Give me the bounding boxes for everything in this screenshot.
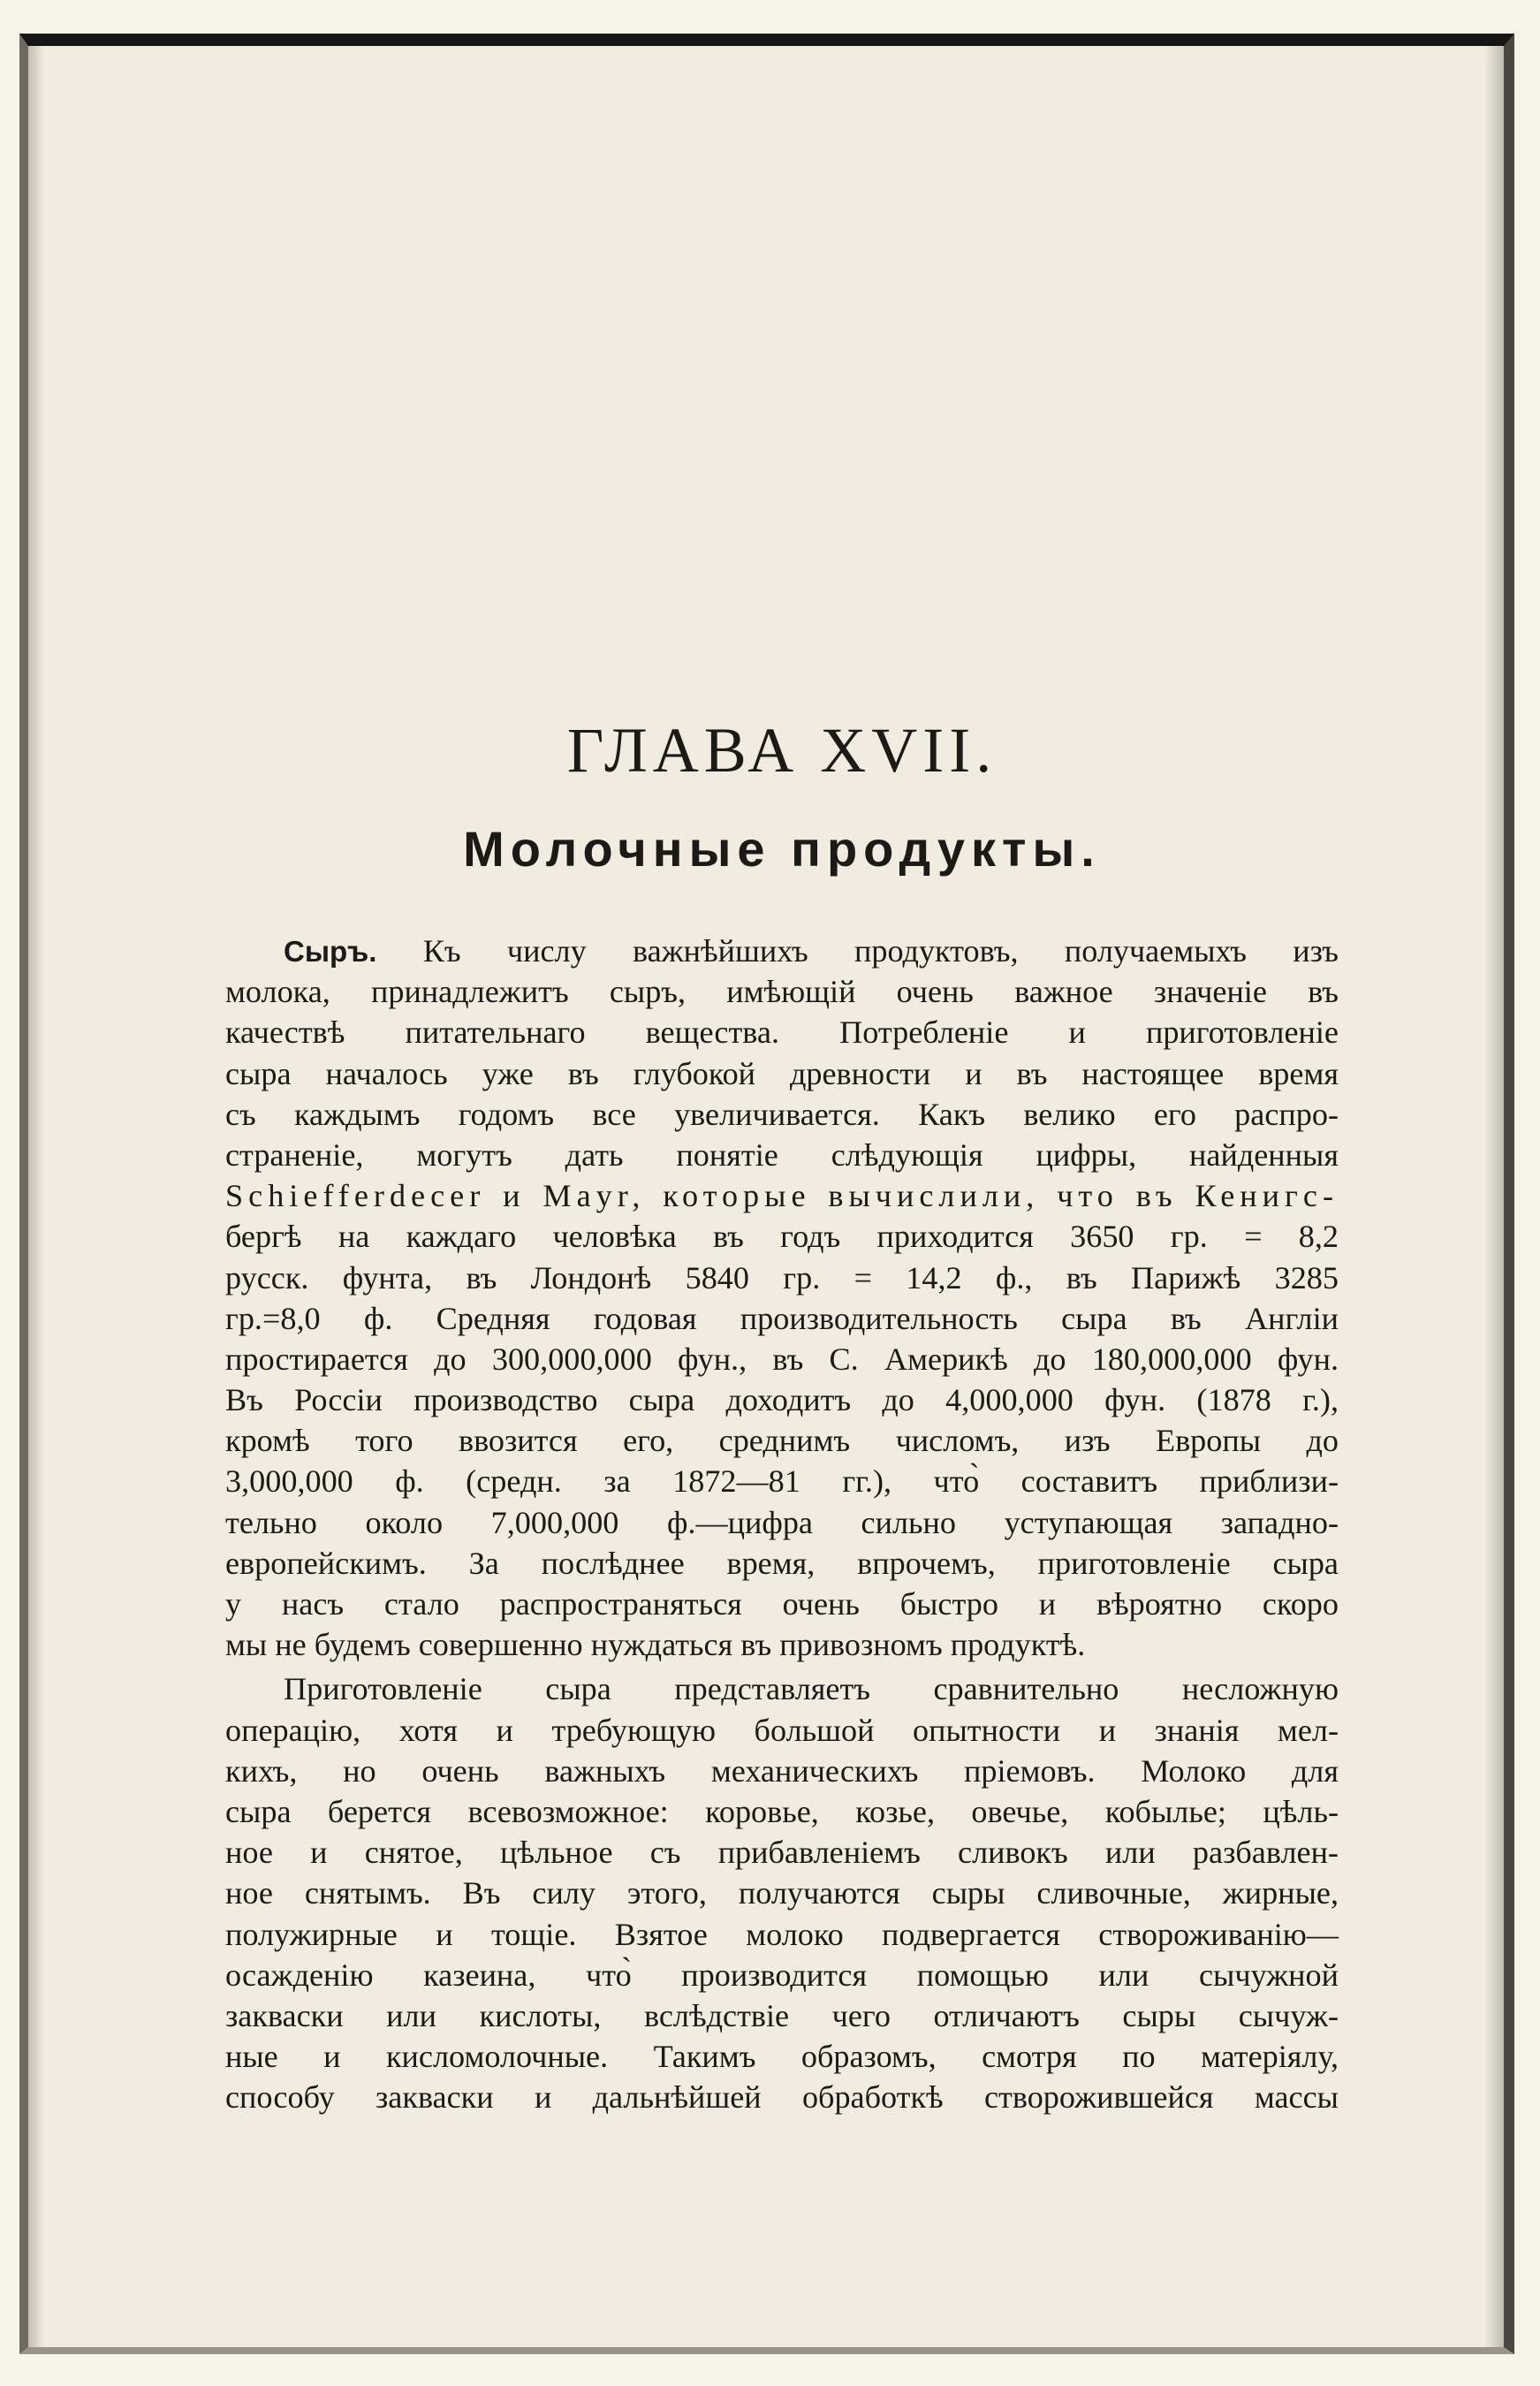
text-line: Приготовленіе сыра представляетъ сравнительно несложную xyxy=(284,1671,1339,1707)
text-line: съ каждымъ годомъ все увеличивается. Какъ велико его распро- xyxy=(225,1096,1339,1132)
text-line: полужирные и тощіе. Взятое молоко подвергается створоживанію— xyxy=(225,1916,1339,1952)
text-line: европейскимъ. За послѣднее время, впрочемъ, приготовленіе сыра xyxy=(225,1545,1339,1581)
text-line: Сыръ. Къ числу важнѣйшихъ продуктовъ, получаемыхъ изъ xyxy=(284,933,1339,969)
chapter-subtitle: Молочные продукты. xyxy=(463,821,1101,877)
author-names-line: Schiefferdecer и Mayr, которые вычислили, что въ Кенигс- xyxy=(225,1178,1339,1214)
text-line xyxy=(225,1175,1339,1216)
body-text xyxy=(225,931,1339,2117)
text-line: осажденію казеина, что̀ производится помощью или сычужной xyxy=(225,1957,1339,1993)
text-line: тельно около 7,000,000 ф.—цифра сильно уступающая западно- xyxy=(225,1504,1339,1540)
run-in-heading: Сыръ. xyxy=(284,935,377,968)
text-line: сыра берется всевозможное: коровье, козье, овечье, кобылье; цѣль- xyxy=(225,1793,1339,1829)
page-edge-shadow xyxy=(1484,46,1504,2347)
chapter-title: ГЛАВА XVII. xyxy=(566,715,998,786)
text-line: ные и кисломолочные. Такимъ образомъ, смотря по матеріялу, xyxy=(225,2039,1339,2075)
text-line: сыра началось уже въ глубокой древности и въ настоящее время xyxy=(225,1055,1339,1091)
text-line: простирается до 300,000,000 фун., въ С. Америкѣ до 180,000,000 фун. xyxy=(225,1341,1339,1377)
text-line: кихъ, но очень важныхъ механическихъ пріемовъ. Молоко для xyxy=(225,1752,1339,1789)
text-line: у насъ стало распространяться очень быстро и вѣроятно скоро xyxy=(225,1586,1339,1622)
text-line: бергѣ на каждаго человѣка въ годъ приходится 3650 гр. = 8,2 xyxy=(225,1219,1339,1255)
text-line: ное и снятое, цѣльное съ прибавленіемъ сливокъ или разбавлен- xyxy=(225,1835,1339,1871)
text-line: ное снятымъ. Въ силу этого, получаются сыры сливочные, жирные, xyxy=(225,1875,1339,1911)
text-line: качествѣ питательнаго вещества. Потребленіе и приготовленіе xyxy=(225,1014,1339,1051)
text-line: способу закваски и дальнѣйшей обработкѣ створожившейся массы xyxy=(225,2079,1339,2116)
text-line: закваски или кислоты, вслѣдствіе чего отличаютъ сыры сычуж- xyxy=(225,1997,1339,2033)
text-line: операцію, хотя и требующую большой опытности и знанія мел- xyxy=(225,1712,1339,1748)
text-line: страненіе, могутъ дать понятіе слѣдующія цифры, найденныя xyxy=(225,1136,1339,1173)
text-line: молока, принадлежитъ сыръ, имѣющій очень важное значеніе въ xyxy=(225,974,1339,1010)
text-line: русск. фунта, въ Лондонѣ 5840 гр. = 14,2 ф., въ Парижѣ 3285 xyxy=(225,1259,1339,1296)
text-line: мы не будемъ совершенно нуждаться въ привозномъ продуктѣ. xyxy=(225,1627,1086,1663)
text-line: Въ Россіи производство сыра доходитъ до 4,000,000 фун. (1878 г.), xyxy=(225,1382,1339,1418)
text-line: кромѣ того ввозится его, среднимъ числомъ, изъ Европы до xyxy=(225,1423,1339,1459)
page-gutter-shadow xyxy=(28,46,44,2347)
text-line: гр.=8,0 ф. Средняя годовая производительность сыра въ Англіи xyxy=(225,1300,1339,1336)
text-line: 3,000,000 ф. (средн. за 1872—81 гг.), что̀ составитъ приблизи- xyxy=(225,1463,1339,1500)
